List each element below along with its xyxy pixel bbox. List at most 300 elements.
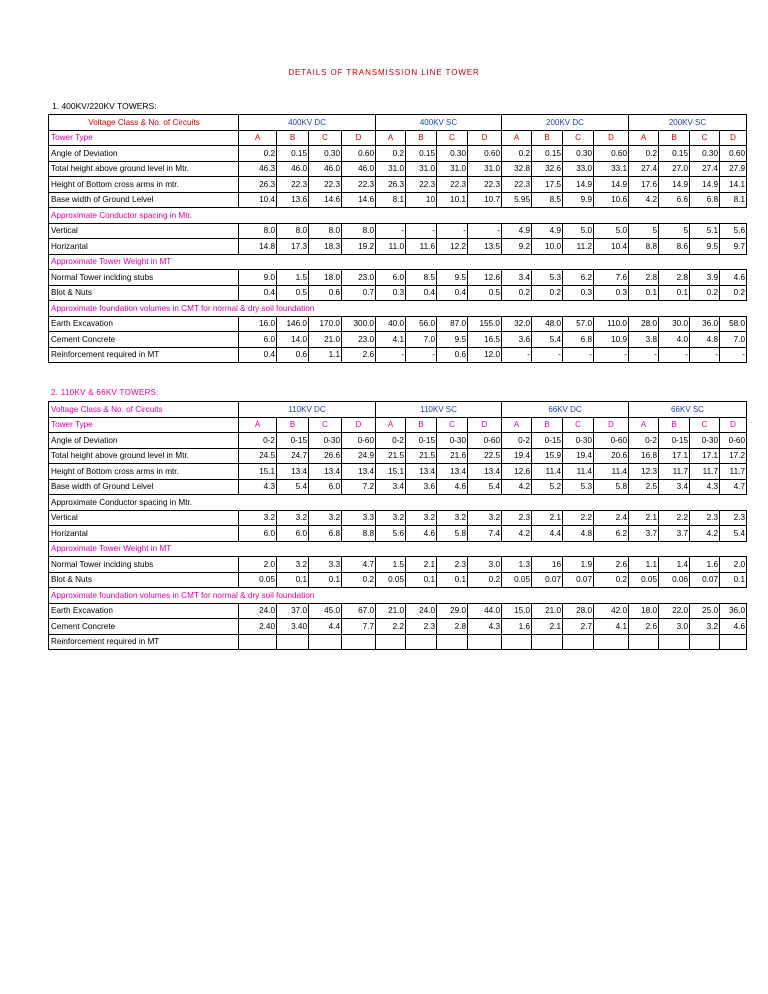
- table-cell: -: [376, 347, 406, 363]
- table-cell: A: [239, 417, 277, 433]
- table-cell: 0.7: [342, 285, 376, 301]
- table-cell: 11.4: [563, 464, 594, 480]
- table-cell: 0.3: [376, 285, 406, 301]
- table-cell: 1.4: [659, 557, 690, 573]
- row-label: Height of Bottom cross arms in mtr.: [49, 177, 239, 193]
- table-cell: 11.2: [563, 239, 594, 255]
- row-label: Total height above ground level in Mtr.: [49, 161, 239, 177]
- table-cell: 0.1: [659, 285, 690, 301]
- table-cell: 22.3: [502, 177, 532, 193]
- table-cell: 8.1: [376, 192, 406, 208]
- table-cell: D: [342, 130, 376, 146]
- table-cell: 0.4: [437, 285, 468, 301]
- table-cell: 2.3: [690, 510, 720, 526]
- table-cell: 31.0: [468, 161, 502, 177]
- table-cell: 7.2: [342, 479, 376, 495]
- table-row: [49, 254, 747, 270]
- group-header: 200KV SC: [629, 115, 747, 131]
- table-cell: 17.2: [720, 448, 747, 464]
- table-row: [49, 417, 747, 433]
- table-cell: A: [629, 417, 659, 433]
- table-cell: 19.2: [342, 239, 376, 255]
- table-cell: 3.40: [277, 619, 309, 635]
- table-cell: 0-2: [502, 433, 532, 449]
- table-cell: -: [437, 223, 468, 239]
- table-cell: 14.0: [277, 332, 309, 348]
- table-cell: 2.1: [532, 510, 563, 526]
- table-cell: 0.05: [502, 572, 532, 588]
- table-cell: 11.0: [376, 239, 406, 255]
- table-cell: 17.6: [629, 177, 659, 193]
- table-cell: 0.05: [629, 572, 659, 588]
- table-row: [49, 130, 747, 146]
- table-cell: 5.95: [502, 192, 532, 208]
- table-cell: 13.5: [468, 239, 502, 255]
- table-row: [49, 332, 747, 348]
- table-cell: 2.6: [342, 347, 376, 363]
- table-cell: 0.2: [376, 146, 406, 162]
- table-cell: 4.7: [342, 557, 376, 573]
- table-cell: 6.2: [563, 270, 594, 286]
- table-cell: 5.4: [468, 479, 502, 495]
- table-cell: 2.8: [659, 270, 690, 286]
- row-label: Normal Tower inclding stubs: [49, 557, 239, 573]
- table-cell: 26.3: [239, 177, 277, 193]
- table-cell: 18.0: [629, 603, 659, 619]
- table-row: [49, 223, 747, 239]
- table-cell: 0-60: [594, 433, 629, 449]
- table-cell: 10.4: [239, 192, 277, 208]
- table-cell: 4.3: [690, 479, 720, 495]
- section-subheading: Approximate foundation volumes in CMT for normal & dry soil foundation: [49, 588, 747, 604]
- table-row: [49, 192, 747, 208]
- table-cell: 31.0: [437, 161, 468, 177]
- table-cell: 11.4: [594, 464, 629, 480]
- table-cell: 4.8: [563, 526, 594, 542]
- table-cell: 0.5: [468, 285, 502, 301]
- table-cell: 1.9: [563, 557, 594, 573]
- table-row: [49, 177, 747, 193]
- table-cell: 2.5: [629, 479, 659, 495]
- table-cell: 17.1: [690, 448, 720, 464]
- table-cell: 28.0: [629, 316, 659, 332]
- table-cell: [342, 634, 376, 650]
- table-cell: 6.8: [690, 192, 720, 208]
- table-cell: [563, 634, 594, 650]
- table-cell: 110.0: [594, 316, 629, 332]
- table-cell: 12.6: [468, 270, 502, 286]
- table-cell: 0.30: [309, 146, 342, 162]
- table-cell: 13.4: [437, 464, 468, 480]
- table-cell: 12.2: [437, 239, 468, 255]
- table-cell: 2.2: [376, 619, 406, 635]
- table-cell: 8.5: [406, 270, 437, 286]
- table-cell: [720, 634, 747, 650]
- table-cell: 0.15: [659, 146, 690, 162]
- group-header-row: [49, 115, 747, 131]
- table-cell: 4.4: [309, 619, 342, 635]
- table-cell: 9.7: [720, 239, 747, 255]
- row-label: Total height above ground level in Mtr.: [49, 448, 239, 464]
- table-cell: 0-2: [629, 433, 659, 449]
- table-cell: 56.0: [406, 316, 437, 332]
- table-cell: 6.0: [239, 526, 277, 542]
- table-cell: 1.6: [690, 557, 720, 573]
- table-cell: D: [594, 417, 629, 433]
- table-cell: 3.6: [502, 332, 532, 348]
- table-cell: 300.0: [342, 316, 376, 332]
- table-cell: 0.07: [563, 572, 594, 588]
- table-cell: 12.6: [502, 464, 532, 480]
- table-cell: 23.0: [342, 270, 376, 286]
- table-cell: 30.0: [659, 316, 690, 332]
- table-cell: 0.1: [437, 572, 468, 588]
- table-cell: 17.3: [277, 239, 309, 255]
- table-cell: 25.0: [690, 603, 720, 619]
- table-cell: 24.0: [239, 603, 277, 619]
- table-cell: 0-2: [239, 433, 277, 449]
- table-cell: 0-60: [720, 433, 747, 449]
- table-cell: 3.0: [659, 619, 690, 635]
- table-cell: 6.0: [239, 332, 277, 348]
- table-row: [49, 603, 747, 619]
- table-cell: 5.6: [720, 223, 747, 239]
- table-cell: 0.2: [690, 285, 720, 301]
- table-cell: 16: [532, 557, 563, 573]
- table-cell: 27.0: [659, 161, 690, 177]
- table-cell: 0.15: [532, 146, 563, 162]
- table-cell: 0.15: [277, 146, 309, 162]
- table-cell: 13.6: [277, 192, 309, 208]
- table-cell: 0.4: [406, 285, 437, 301]
- table-cell: 8.0: [277, 223, 309, 239]
- table-cell: 17.5: [532, 177, 563, 193]
- table-cell: B: [659, 130, 690, 146]
- table-cell: 3.3: [342, 510, 376, 526]
- table-cell: 13.4: [406, 464, 437, 480]
- table-cell: [532, 634, 563, 650]
- table-cell: 4.3: [239, 479, 277, 495]
- table-cell: 10.0: [532, 239, 563, 255]
- table-cell: 10.9: [594, 332, 629, 348]
- table-cell: 19.4: [563, 448, 594, 464]
- table-cell: 0.6: [309, 285, 342, 301]
- row-label: Blot & Nuts: [49, 572, 239, 588]
- table-cell: 32.6: [532, 161, 563, 177]
- table-cell: 15.1: [376, 464, 406, 480]
- table-cell: 26.6: [309, 448, 342, 464]
- table-cell: 8.8: [342, 526, 376, 542]
- table-cell: 27.9: [720, 161, 747, 177]
- table-cell: 0.2: [239, 146, 277, 162]
- table-cell: C: [690, 130, 720, 146]
- table-cell: 13.4: [309, 464, 342, 480]
- table-cell: 0.15: [406, 146, 437, 162]
- row-label: Vertical: [49, 223, 239, 239]
- table-cell: 2.7: [563, 619, 594, 635]
- table-cell: C: [437, 130, 468, 146]
- table-cell: 0-2: [376, 433, 406, 449]
- table-row: [49, 634, 747, 650]
- table-cell: 42.0: [594, 603, 629, 619]
- table-cell: 67.0: [342, 603, 376, 619]
- table-cell: 5.0: [594, 223, 629, 239]
- table-cell: 2.2: [563, 510, 594, 526]
- table-cell: 4.1: [376, 332, 406, 348]
- table-cell: 7.6: [594, 270, 629, 286]
- table-cell: 0-30: [437, 433, 468, 449]
- table-cell: 0.06: [659, 572, 690, 588]
- table-cell: 3.7: [659, 526, 690, 542]
- table-row: [49, 510, 747, 526]
- table-cell: 22.3: [468, 177, 502, 193]
- table-cell: 6.0: [277, 526, 309, 542]
- table-cell: [629, 634, 659, 650]
- group-header-row: [49, 402, 747, 418]
- table-cell: 11.7: [720, 464, 747, 480]
- table-cell: 4.1: [594, 619, 629, 635]
- row-label: Angle of Deviation: [49, 433, 239, 449]
- table-cell: 4.6: [720, 270, 747, 286]
- table-cell: 9.5: [690, 239, 720, 255]
- header-label: Voltage Class & No. of Circuits: [49, 402, 239, 418]
- table-cell: 37.0: [277, 603, 309, 619]
- table-cell: 10: [406, 192, 437, 208]
- group-header: 400KV DC: [239, 115, 376, 131]
- table-row: [49, 448, 747, 464]
- table-cell: 0.30: [690, 146, 720, 162]
- table-cell: 36.0: [690, 316, 720, 332]
- table-cell: 3.2: [309, 510, 342, 526]
- table-cell: 9.5: [437, 332, 468, 348]
- table-cell: 1.5: [376, 557, 406, 573]
- table-cell: 4.2: [690, 526, 720, 542]
- table-cell: [659, 634, 690, 650]
- table-cell: 33.1: [594, 161, 629, 177]
- table-cell: 12.3: [629, 464, 659, 480]
- table-cell: -: [720, 347, 747, 363]
- table-cell: 22.3: [277, 177, 309, 193]
- row-label: Cement Concrete: [49, 619, 239, 635]
- row-label: Cement Concrete: [49, 332, 239, 348]
- table-cell: 0.07: [532, 572, 563, 588]
- table-cell: 3.2: [406, 510, 437, 526]
- table-cell: 8.0: [239, 223, 277, 239]
- table-cell: 14.8: [239, 239, 277, 255]
- group-header: 400KV SC: [376, 115, 502, 131]
- table-cell: -: [563, 347, 594, 363]
- table-cell: 4.2: [502, 526, 532, 542]
- table-cell: 6.8: [563, 332, 594, 348]
- table-cell: 15.9: [532, 448, 563, 464]
- table-cell: 31.0: [376, 161, 406, 177]
- table-cell: 21.5: [406, 448, 437, 464]
- table-cell: 14.9: [659, 177, 690, 193]
- table-cell: D: [342, 417, 376, 433]
- table-row: [49, 146, 747, 162]
- table-cell: 14.6: [309, 192, 342, 208]
- table-cell: B: [277, 417, 309, 433]
- table-cell: A: [502, 417, 532, 433]
- table-cell: 155.0: [468, 316, 502, 332]
- table-cell: 4.2: [629, 192, 659, 208]
- table-cell: 10.1: [437, 192, 468, 208]
- table-cell: 0.60: [594, 146, 629, 162]
- table-cell: 11.7: [659, 464, 690, 480]
- table-cell: 5.4: [532, 332, 563, 348]
- table-cell: 22.0: [659, 603, 690, 619]
- table-cell: 16.0: [239, 316, 277, 332]
- table-cell: 0.2: [594, 572, 629, 588]
- table-cell: 5.0: [563, 223, 594, 239]
- table-cell: 11.6: [406, 239, 437, 255]
- table-cell: 4.2: [502, 479, 532, 495]
- table-row: [49, 301, 747, 317]
- table-cell: 4.4: [532, 526, 563, 542]
- row-label: Reinforcement required in MT: [49, 347, 239, 363]
- table-cell: 0.2: [502, 285, 532, 301]
- table-cell: 9.2: [502, 239, 532, 255]
- table-cell: 5: [659, 223, 690, 239]
- table-cell: 2.3: [720, 510, 747, 526]
- table-cell: 29.0: [437, 603, 468, 619]
- table-row: [49, 479, 747, 495]
- table-cell: 0.60: [468, 146, 502, 162]
- table-cell: 0.1: [406, 572, 437, 588]
- table-cell: -: [376, 223, 406, 239]
- table-cell: 22.3: [309, 177, 342, 193]
- table-cell: 10.6: [594, 192, 629, 208]
- table-cell: 2.6: [629, 619, 659, 635]
- table-cell: A: [376, 417, 406, 433]
- row-label: Earth Excavation: [49, 316, 239, 332]
- table-cell: 0.5: [277, 285, 309, 301]
- table-cell: 2.3: [406, 619, 437, 635]
- table-row: [49, 619, 747, 635]
- table-cell: 44.0: [468, 603, 502, 619]
- table-cell: [376, 634, 406, 650]
- towers-110kv-table: [48, 401, 747, 650]
- table-cell: A: [502, 130, 532, 146]
- table-cell: -: [468, 223, 502, 239]
- table-cell: 5.2: [532, 479, 563, 495]
- table-cell: 46.3: [239, 161, 277, 177]
- table-cell: 0-60: [342, 433, 376, 449]
- table-cell: B: [406, 417, 437, 433]
- table-cell: C: [563, 130, 594, 146]
- table-cell: C: [563, 417, 594, 433]
- table-cell: 4.6: [437, 479, 468, 495]
- table-cell: 8.5: [532, 192, 563, 208]
- table-row: [49, 161, 747, 177]
- row-label: Base width of Ground Lelvel: [49, 479, 239, 495]
- table-cell: 10.7: [468, 192, 502, 208]
- table-cell: 6.6: [659, 192, 690, 208]
- row-label: Vertical: [49, 510, 239, 526]
- table-cell: 8.1: [720, 192, 747, 208]
- table-cell: 4.9: [532, 223, 563, 239]
- row-label: Tower Type: [49, 130, 239, 146]
- table-cell: -: [406, 223, 437, 239]
- table-cell: 0.60: [342, 146, 376, 162]
- table-cell: 7.4: [468, 526, 502, 542]
- table-row: [49, 557, 747, 573]
- table-cell: 0.60: [720, 146, 747, 162]
- table-cell: D: [720, 417, 747, 433]
- table-cell: D: [468, 130, 502, 146]
- table-cell: 20.6: [594, 448, 629, 464]
- table-cell: 1.1: [629, 557, 659, 573]
- table-cell: [309, 634, 342, 650]
- table-cell: 18.3: [309, 239, 342, 255]
- table-cell: 3.0: [468, 557, 502, 573]
- table-cell: 58.0: [720, 316, 747, 332]
- table-cell: 3.2: [690, 619, 720, 635]
- table-cell: 0.07: [690, 572, 720, 588]
- table-cell: 21.0: [376, 603, 406, 619]
- table-cell: 24.0: [406, 603, 437, 619]
- table-cell: -: [502, 347, 532, 363]
- table-cell: B: [532, 130, 563, 146]
- table-cell: 31.0: [406, 161, 437, 177]
- table-cell: 2.4: [594, 510, 629, 526]
- table-row: [49, 541, 747, 557]
- table-row: [49, 285, 747, 301]
- table-cell: -: [659, 347, 690, 363]
- table-row: [49, 495, 747, 511]
- table-cell: 21.6: [437, 448, 468, 464]
- section2-heading: 2. 110KV & 66KV TOWERS:: [51, 388, 159, 397]
- table-cell: 170.0: [309, 316, 342, 332]
- table-cell: 7.7: [342, 619, 376, 635]
- table-cell: 87.0: [437, 316, 468, 332]
- table-cell: 8.0: [342, 223, 376, 239]
- table-cell: C: [437, 417, 468, 433]
- table-cell: 3.2: [437, 510, 468, 526]
- table-cell: 6.0: [376, 270, 406, 286]
- table-cell: 11.4: [532, 464, 563, 480]
- table-cell: A: [629, 130, 659, 146]
- table-cell: [594, 634, 629, 650]
- table-cell: 40.0: [376, 316, 406, 332]
- table-cell: 27.4: [690, 161, 720, 177]
- table-cell: 22.3: [406, 177, 437, 193]
- table-cell: 13.4: [468, 464, 502, 480]
- table-cell: 24.7: [277, 448, 309, 464]
- table-cell: 0-30: [309, 433, 342, 449]
- table-row: [49, 433, 747, 449]
- table-cell: 6.0: [309, 479, 342, 495]
- row-label: Blot & Nuts: [49, 285, 239, 301]
- table-cell: 0.30: [563, 146, 594, 162]
- table-cell: -: [406, 347, 437, 363]
- table-cell: 5.3: [532, 270, 563, 286]
- section-subheading: Approximate Conductor spacing in Mtr.: [49, 495, 747, 511]
- group-header: 66KV SC: [629, 402, 747, 418]
- table-cell: 146.0: [277, 316, 309, 332]
- table-cell: 5.4: [277, 479, 309, 495]
- table-row: [49, 464, 747, 480]
- table-cell: 0.2: [720, 285, 747, 301]
- table-cell: 57.0: [563, 316, 594, 332]
- table-cell: 7.0: [406, 332, 437, 348]
- table-cell: [690, 634, 720, 650]
- group-header: 110KV DC: [239, 402, 376, 418]
- table-cell: 0.4: [239, 347, 277, 363]
- table-cell: 4.3: [468, 619, 502, 635]
- section-subheading: Approximate Tower Weight in MT: [49, 254, 747, 270]
- table-cell: 3.4: [376, 479, 406, 495]
